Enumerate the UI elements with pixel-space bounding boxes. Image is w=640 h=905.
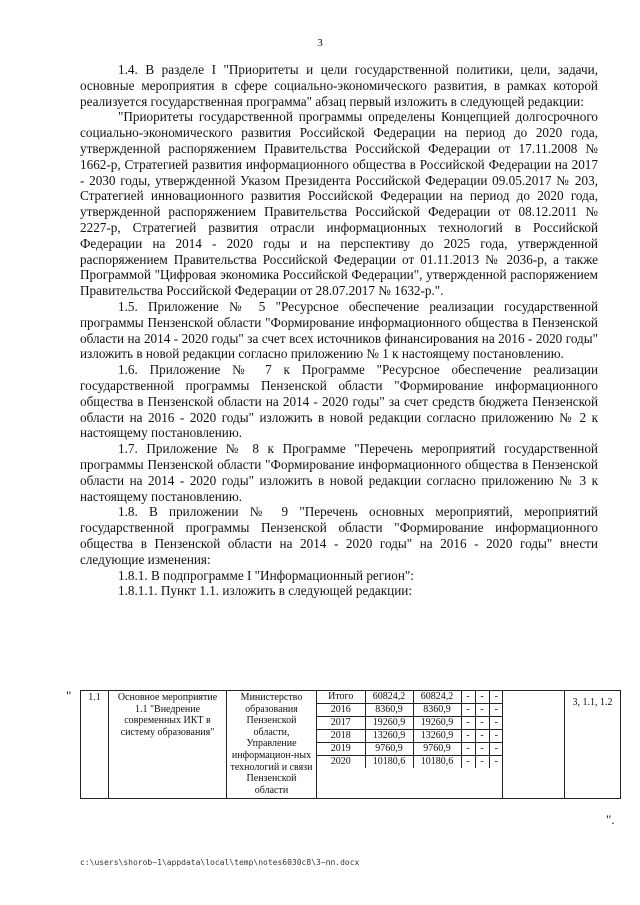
dash-cell: - [461,691,475,704]
paragraph-quote: "Приоритеты государственной программы определены Концепцией долгосрочного социально-экономического развития Российской Федерации на период до 2020 года, утвержденной распоряжением Правительства Российской Федерации от 17.11.2008 № 1662-р, Стратегией развития информационного общества в Российской Федерации на 2017 - 2030 годы, утвержденной Указом Президента Российской Федерации 09.05.2017 № 203, Стратегией инновационного развития Российской Федерации на период до 2020 года, утвержденной распоряжением Правительства Российской Федерации от 08.12.2011 № 2227-р, Стратегией развития отрасли информационных технологий в Российской Федерации на 2014 - 2020 годы и на перспективу до 2025 года, утвержденной распоряжением Правительства Российской Федерации от 01.11.2013 № 2036-р, а также Программой "Цифровая экономика Российской Федерации", утвержденной распоряжением Правительства Российской Федерации от 28.07.2017 № 1632-р.". [80,109,598,299]
paragraph-1-7: 1.7. Приложение № 8 к Программе "Перечень мероприятий государственной программы Пензенской области "Формирование информационного общества в Пензенской области на 2014 - 2020 годы" изложить в новой редакции согласно приложению № 3 к настоящему постановлению. [80,441,598,504]
total-cell: 19260,9 [365,717,413,730]
total-cell: 13260,9 [365,730,413,743]
dash-cell: - [489,691,503,704]
dash-cell: - [475,691,489,704]
paragraph-1-8: 1.8. В приложении № 9 "Перечень основных мероприятий, мероприятий государственной программы Пензенской области "Формирование информационного общества в Пензенской области на 2014 - 2020 годы" на 2016 - 2020 годы" внести следующие изменения: [80,504,598,567]
dash-cell: - [461,730,475,743]
paragraph-1-5: 1.5. Приложение № 5 "Ресурсное обеспечение реализации государственной программы Пензенской области "Формирование информационного общества в Пензенской области на 2014 - 2020 годы" за счет всех источников финансирования на 2016 - 2020 годы" изложить в новой редакции согласно приложению № 1 к настоящему постановлению. [80,298,598,362]
dash-cell: - [489,730,503,743]
table-cell-executor: Министерство образования Пензенской области, Управление информацион-ных технологий и связи Пензенской области [227,691,317,799]
document-body [80,62,598,599]
table-cell-blank [503,691,565,799]
budget-cell: 13260,9 [413,730,461,743]
table-row [317,730,503,743]
page-number: 3 [317,37,323,49]
budget-cell: 19260,9 [413,717,461,730]
dash-cell: - [489,743,503,756]
year-cell: 2018 [317,730,365,743]
total-cell: 10180,6 [365,756,413,769]
dash-cell: - [461,743,475,756]
dash-cell: - [489,704,503,717]
quote-open: " [66,688,72,703]
dash-cell: - [461,756,475,769]
table-cell-num: 1.1 [81,691,109,799]
budget-cell: 60824,2 [413,691,461,704]
table-years-block [317,691,503,799]
table-row [317,717,503,730]
total-cell: 60824,2 [365,691,413,704]
paragraph-1-6: 1.6. Приложение № 7 к Программе "Ресурсное обеспечение реализации государственной программы Пензенской области "Формирование информационного общества в Пензенской области на 2014 - 2020 годы" за счет средств бюджета Пензенской области на 2016 - 2020 годы" изложить в новой редакции согласно приложению № 2 к настоящему постановлению. [80,362,598,441]
year-cell: 2019 [317,743,365,756]
paragraph-1-8-1-1: 1.8.1.1. Пункт 1.1. изложить в следующей редакции: [118,583,412,599]
year-cell: 2016 [317,704,365,717]
dash-cell: - [461,704,475,717]
program-table [80,690,613,799]
budget-cell: 8360,9 [413,704,461,717]
year-cell: 2020 [317,756,365,769]
year-cell: Итого [317,691,365,704]
total-cell: 9760,9 [365,743,413,756]
dash-cell: - [494,756,498,767]
paragraph-1-4: 1.4. В разделе I "Приоритеты и цели государственной политики, цели, задачи, основные мероприятия в сфере социально-экономического развития, в рамках которой реализуется государственная программа" абзац первый изложить в следующей редакции: [80,62,598,109]
table-cell-indicators: 3, 1.1, 1.2 [565,691,621,799]
dash-cell: - [489,717,503,730]
budget-cell: 9760,9 [413,743,461,756]
paragraph-1-8-1: 1.8.1. В подпрограмме I "Информационный регион": [118,567,414,583]
year-cell: 2017 [317,717,365,730]
dash-cell: - [475,756,489,769]
table-row [317,704,503,717]
file-path-footer: c:\users\shorob~1\appdata\local\temp\notes6030c8\3~пп.docx [80,858,360,867]
table-row [317,756,503,769]
table-row [317,691,503,704]
dash-cell: - [475,730,489,743]
dash-cell: - [475,704,489,717]
dash-cell: - [461,717,475,730]
table-cell-event: Основное мероприятие 1.1 "Внедрение современных ИКТ в систему образования" [109,691,227,799]
dash-cell: - [475,717,489,730]
quote-close: ". [606,812,615,827]
budget-cell: 10180,6 [413,756,461,769]
dash-cell: - [475,743,489,756]
total-cell: 8360,9 [365,704,413,717]
table-row [317,743,503,756]
